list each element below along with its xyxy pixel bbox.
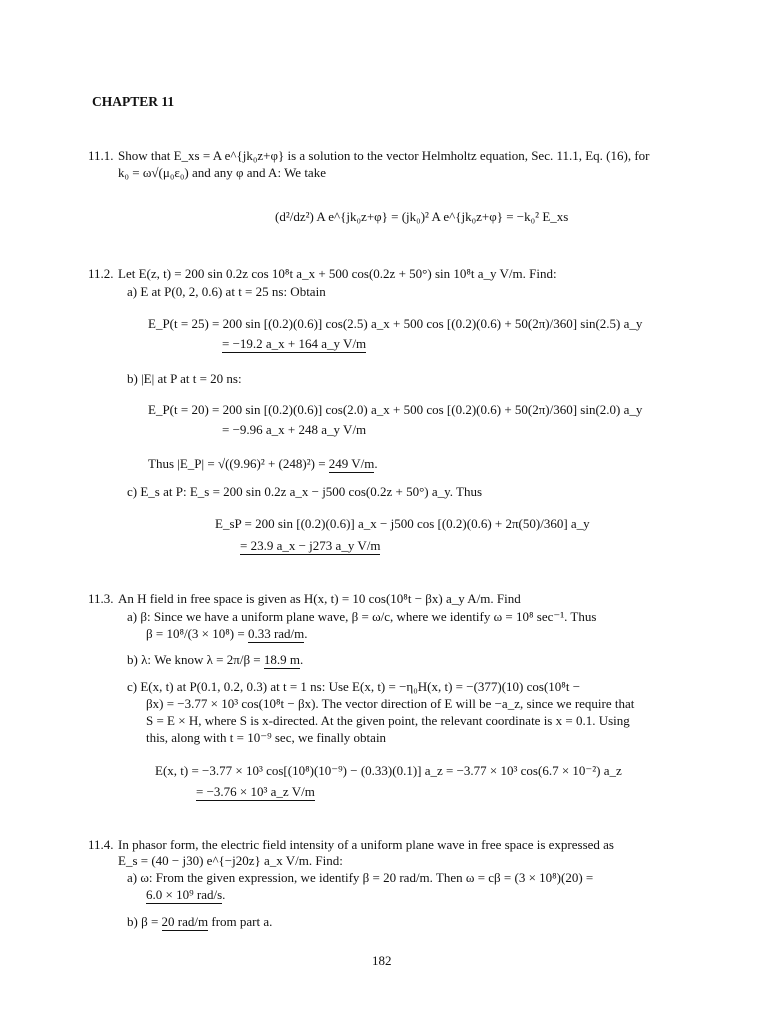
part-c-text: this, along with t = 10⁻⁹ sec, we finally obtain — [146, 730, 387, 745]
equation: (d²/dz²) A e^{jk₀z+φ} = (jk₀)² A e^{jk₀z+φ} = −k₀² E_xs — [275, 209, 569, 224]
problem-number: 11.4. — [88, 837, 114, 852]
part-c-text: βx) = −3.77 × 10³ cos(10⁸t − βx). The vector direction of E will be −a_z, since we require that — [146, 696, 635, 711]
problem-text: In phasor form, the electric field intensity of a uniform plane wave in free space is expressed as — [118, 837, 614, 852]
problem-text: An H field in free space is given as H(x, t) = 10 cos(10⁸t − βx) a_y A/m. Find — [118, 591, 521, 606]
magnitude-line: Thus |E_P| = √((9.96)² + (248)²) = 249 V/m. — [148, 456, 378, 471]
magnitude-text: Thus |E_P| = √((9.96)² + (248)²) = — [148, 456, 326, 471]
part-b-text: b) β = — [127, 914, 159, 929]
chapter-heading: CHAPTER 11 — [92, 94, 175, 109]
equation: E_P(t = 25) = 200 sin [(0.2)(0.6)] cos(2.5) a_x + 500 cos [(0.2)(0.6) + 50(2π)/360] sin(2.5) a_y — [148, 316, 643, 331]
equation-answer — [196, 783, 315, 800]
problem-number: 11.3. — [88, 591, 114, 606]
part-a: a) β: Since we have a uniform plane wave, β = ω/c, where we identify ω = 10⁸ sec⁻¹. Thus — [127, 609, 597, 624]
equation: E_sP = 200 sin [(0.2)(0.6)] a_x − j500 cos [(0.2)(0.6) + 2π(50)/360] a_y — [215, 516, 590, 531]
problem-number: 11.2. — [88, 266, 114, 281]
underlined-answer: 20 rad/m — [161, 914, 209, 929]
problem-text: Show that E_xs = A e^{jk₀z+φ} is a solution to the vector Helmholtz equation, Sec. 11.1, Eq. (16), for — [118, 148, 650, 163]
part-c-text: S = E × H, where S is x-directed. At the given point, the relevant coordinate is x = 0.1. Using — [146, 713, 630, 728]
equation-answer — [222, 335, 366, 352]
problem-number: 11.1. — [88, 148, 114, 163]
underlined-answer: 6.0 × 10⁹ rad/s — [146, 887, 223, 902]
part-b — [127, 913, 272, 930]
part-a-text: β = 10⁸/(3 × 10⁸) = — [146, 626, 245, 641]
part-a-cont: 6.0 × 10⁹ rad/s. — [146, 887, 226, 902]
equation: E(x, t) = −3.77 × 10³ cos[(10⁸)(10⁻⁹) − (0.33)(0.1)] a_z = −3.77 × 10³ cos(6.7 × 10⁻²) a_z — [155, 763, 622, 778]
part-c: c) E_s at P: E_s = 200 sin 0.2z a_x − j500 cos(0.2z + 50°) a_y. Thus — [127, 484, 483, 499]
equation: E_P(t = 20) = 200 sin [(0.2)(0.6)] cos(2.0) a_x + 500 cos [(0.2)(0.6) + 50(2π)/360] sin(2.0) a_y — [148, 402, 643, 417]
underlined-answer: = −19.2 a_x + 164 a_y V/m — [222, 336, 367, 351]
part-b: b) λ: We know λ = 2π/β = 18.9 m. — [127, 652, 304, 667]
problem-text: Let E(z, t) = 200 sin 0.2z cos 10⁸t a_x + 500 cos(0.2z + 50°) sin 10⁸t a_y V/m. Find: — [118, 266, 557, 281]
equation-answer — [240, 537, 380, 554]
problem-text: E_s = (40 − j30) e^{−j20z} a_x V/m. Find: — [118, 853, 343, 868]
problem-text: k₀ = ω√(μ₀ε₀) and any φ and A: We take — [118, 165, 326, 180]
underlined-answer: = −3.76 × 10³ a_z V/m — [196, 784, 315, 799]
underlined-answer: 249 V/m — [328, 456, 375, 471]
part-a-cont: β = 10⁸/(3 × 10⁸) = 0.33 rad/m. — [146, 626, 308, 641]
part-b: b) |E| at P at t = 20 ns: — [127, 371, 242, 386]
part-a: a) E at P(0, 2, 0.6) at t = 25 ns: Obtain — [127, 284, 326, 299]
page-number: 182 — [372, 953, 392, 968]
part-b-text: from part a. — [211, 914, 273, 929]
underlined-answer: = 23.9 a_x − j273 a_y V/m — [240, 538, 381, 553]
part-a: a) ω: From the given expression, we identify β = 20 rad/m. Then ω = cβ = (3 × 10⁸)(20) = — [127, 870, 594, 885]
equation: = −9.96 a_x + 248 a_y V/m — [222, 422, 367, 437]
part-c: c) E(x, t) at P(0.1, 0.2, 0.3) at t = 1 ns: Use E(x, t) = −η₀H(x, t) = −(377)(10) cos(10⁸t − — [127, 679, 581, 694]
underlined-answer: 0.33 rad/m — [247, 626, 305, 641]
underlined-answer: 18.9 m — [263, 652, 301, 667]
part-b-text: b) λ: We know λ = 2π/β = — [127, 652, 261, 667]
